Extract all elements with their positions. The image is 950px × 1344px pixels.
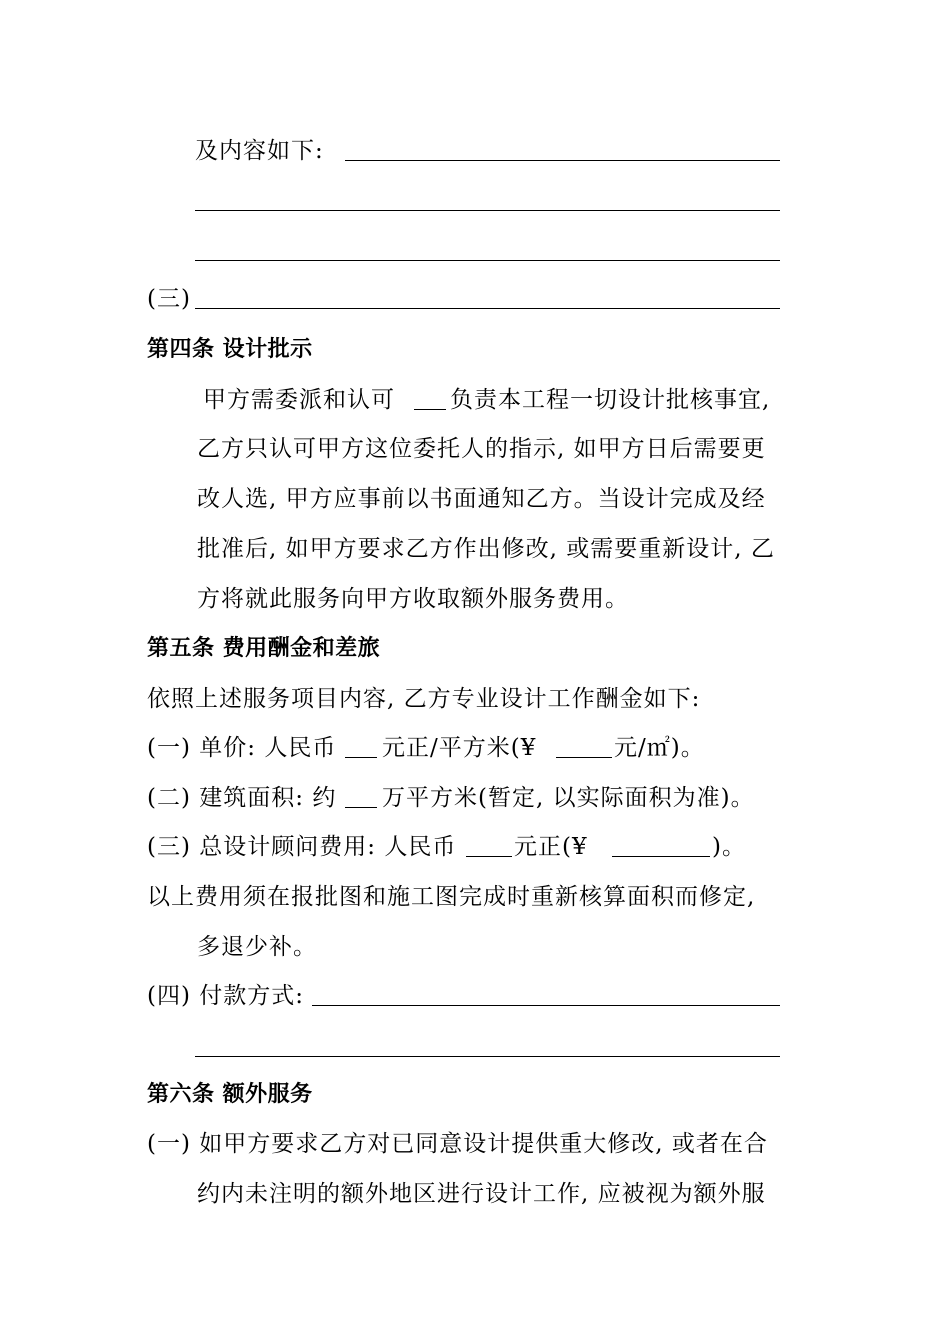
fill-blank-inline <box>556 757 612 758</box>
article-6-text-1: (一) 如甲方要求乙方对已同意设计提供重大修改, 或者在合 <box>147 1131 768 1157</box>
fill-blank-inline <box>466 856 512 857</box>
fee-note-2: 多退少补。 <box>197 934 317 960</box>
unit-price-tail: 元/㎡)。 <box>614 735 705 761</box>
article-6-text-2: 约内未注明的额外地区进行设计工作, 应被视为额外服 <box>197 1181 766 1207</box>
fill-blank-inline <box>612 856 710 857</box>
article-4-text-5: 方将就此服务向甲方收取额外服务费用。 <box>197 586 629 612</box>
fill-blank-line <box>195 210 780 211</box>
article-4-text-3: 改人选, 甲方应事前以书面通知乙方。当设计完成及经 <box>197 486 766 512</box>
total-fee-label: (三) 总设计顾问费用: 人民币 <box>147 834 457 860</box>
unit-price-label: (一) 单价: 人民币 <box>147 735 337 761</box>
unit-price-mid: 元正/平方米(¥ <box>382 735 537 761</box>
building-area-tail: 万平方米(暂定, 以实际面积为准)。 <box>382 785 755 811</box>
article-5-intro: 依照上述服务项目内容, 乙方专业设计工作酬金如下: <box>147 686 701 712</box>
total-fee-mid: 元正(¥ <box>514 834 588 860</box>
fill-blank-line <box>312 1005 780 1006</box>
article-6-heading: 第六条 额外服务 <box>147 1082 313 1107</box>
total-fee-tail: )。 <box>712 834 746 860</box>
fill-blank-inline <box>345 757 377 758</box>
article-4-text-1a: 甲方需委派和认可 <box>203 387 395 413</box>
content-label: 及内容如下: <box>195 138 324 164</box>
fill-blank-inline <box>345 807 377 808</box>
article-4-text-4: 批准后, 如甲方要求乙方作出修改, 或需要重新设计, 乙 <box>197 536 775 562</box>
fill-blank-line <box>195 308 780 309</box>
building-area-label: (二) 建筑面积: 约 <box>147 785 337 811</box>
fill-blank-inline <box>414 409 446 410</box>
article-4-text-2: 乙方只认可甲方这位委托人的指示, 如甲方日后需要更 <box>197 436 766 462</box>
fee-note-1: 以上费用须在报批图和施工图完成时重新核算面积而修定, <box>147 884 756 910</box>
item-three-label: (三) <box>147 286 191 312</box>
article-5-heading: 第五条 费用酬金和差旅 <box>147 636 381 661</box>
fill-blank-line <box>345 160 780 161</box>
fill-blank-line <box>195 260 780 261</box>
payment-method-label: (四) 付款方式: <box>147 983 305 1009</box>
article-4-text-1b: 负责本工程一切设计批核事宜, <box>450 387 771 413</box>
article-4-heading: 第四条 设计批示 <box>147 337 313 362</box>
fill-blank-line <box>195 1056 780 1057</box>
